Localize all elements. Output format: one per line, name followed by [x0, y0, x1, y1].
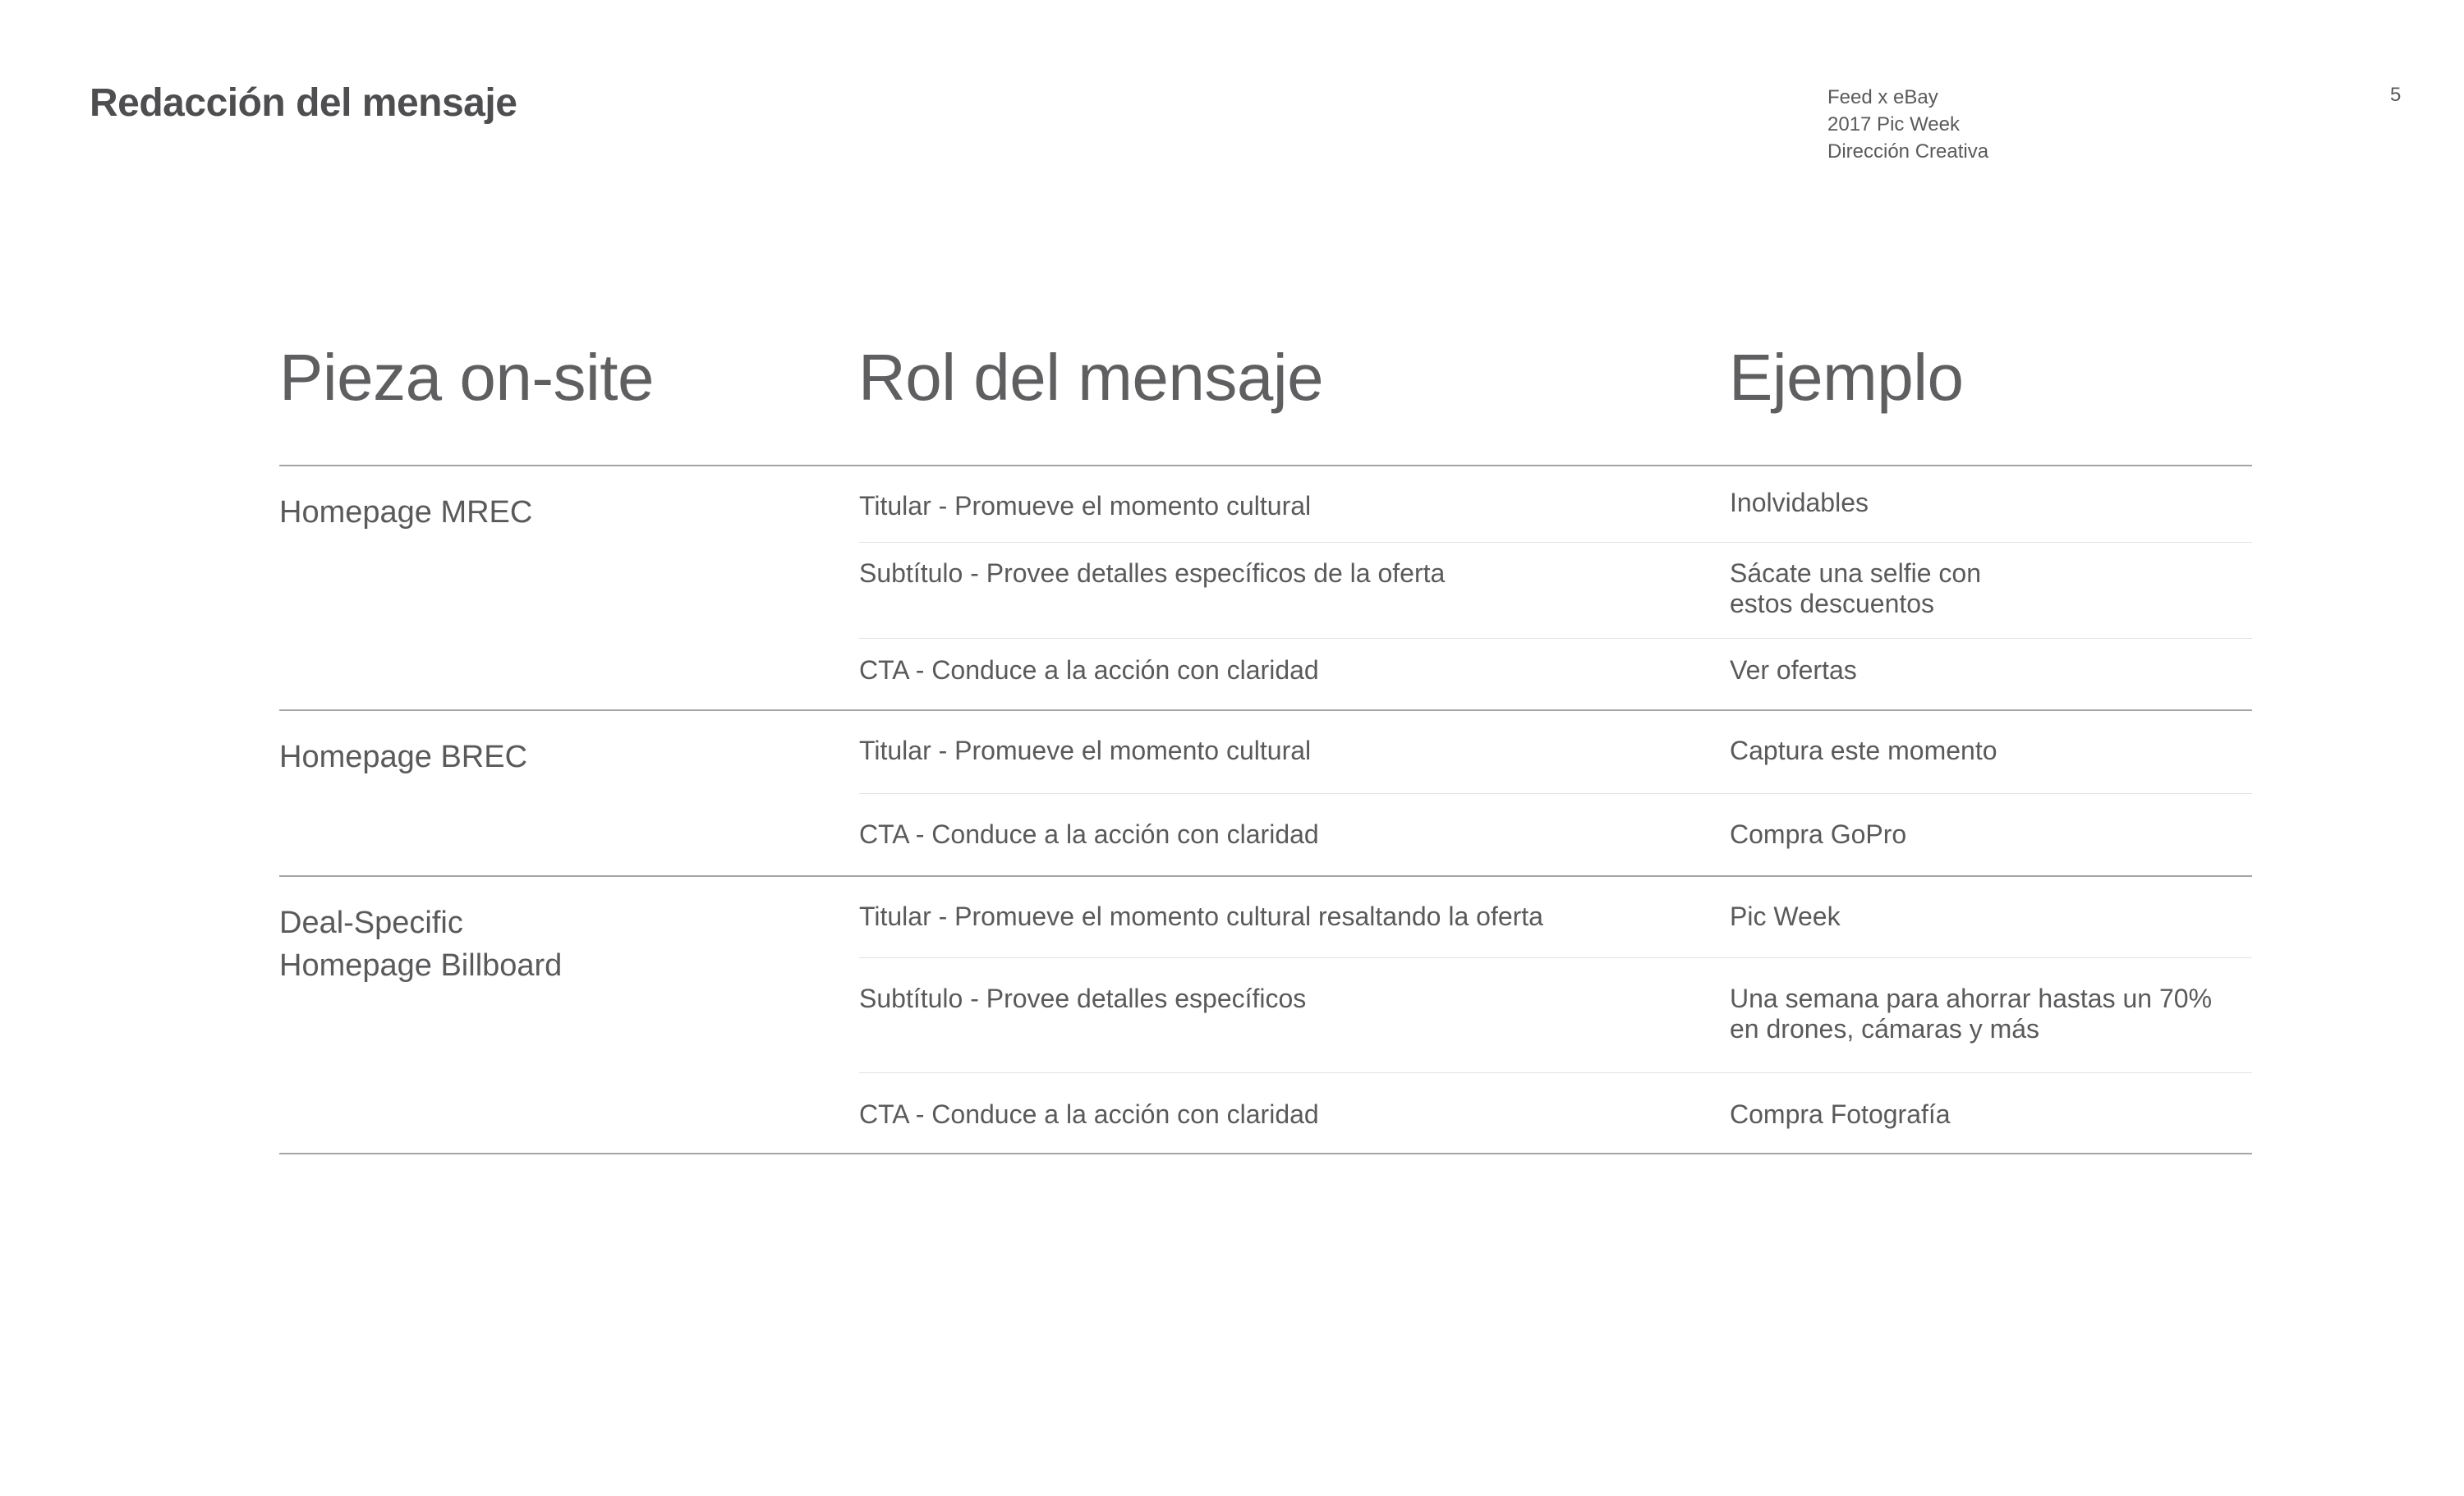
- table-header: [279, 328, 2252, 465]
- group-name-line: Deal-Specific: [279, 906, 463, 940]
- row-role: Titular - Promueve el momento cultural resaltando la oferta: [859, 902, 1543, 931]
- example-line: estos descuentos: [1730, 589, 1935, 618]
- document-meta: [1827, 84, 1988, 165]
- table-group-deal-specific-billboard: [279, 875, 2252, 1154]
- group-name: [279, 902, 562, 987]
- column-header-example: Ejemplo: [1729, 341, 1964, 414]
- row-example: [1730, 984, 2252, 1044]
- example-line: Compra Fotografía: [1730, 1099, 1951, 1129]
- table-group-homepage-mrec: [279, 465, 2252, 709]
- table-row: [859, 711, 2252, 793]
- table-row: [859, 877, 2252, 957]
- row-role: Titular - Promueve el momento cultural: [859, 491, 1312, 521]
- table-row: [859, 957, 2252, 1072]
- group-name: [279, 491, 532, 534]
- row-role: CTA - Conduce a la acción con claridad: [859, 1099, 1319, 1129]
- row-example: [1730, 488, 2252, 518]
- table-group-homepage-brec: [279, 709, 2252, 875]
- table-row: [859, 638, 2252, 709]
- row-example: [1730, 558, 2252, 619]
- meta-department: Dirección Creativa: [1827, 140, 1989, 163]
- example-line: Compra GoPro: [1730, 819, 1907, 849]
- row-role: CTA - Conduce a la acción con claridad: [859, 655, 1319, 685]
- row-example: [1730, 902, 2252, 932]
- message-table: [279, 328, 2252, 1154]
- row-role: CTA - Conduce a la acción con claridad: [859, 819, 1319, 849]
- example-line: Ver ofertas: [1730, 655, 1857, 685]
- group-name-line: Homepage BREC: [279, 740, 528, 774]
- page-number: 5: [2390, 84, 2402, 106]
- example-line: en drones, cámaras y más: [1730, 1014, 2040, 1044]
- page-title: Redacción del mensaje: [90, 81, 517, 125]
- example-line: Una semana para ahorrar hastas un 70%: [1730, 984, 2213, 1013]
- meta-client: Feed x eBay: [1827, 86, 1938, 108]
- column-header-piece: Pieza on-site: [279, 341, 654, 414]
- example-line: Inolvidables: [1730, 488, 1869, 517]
- table-row: [859, 542, 2252, 638]
- meta-campaign: 2017 Pic Week: [1827, 113, 1960, 135]
- row-role: Titular - Promueve el momento cultural: [859, 736, 1312, 765]
- example-line: Pic Week: [1730, 902, 1841, 931]
- row-role: Subtítulo - Provee detalles específicos de la oferta: [859, 558, 1446, 588]
- table-row: [859, 793, 2252, 875]
- group-name-line: Homepage MREC: [279, 495, 533, 530]
- group-name: [279, 736, 527, 778]
- table-row: [859, 1072, 2252, 1153]
- group-name-line: Homepage Billboard: [279, 948, 563, 983]
- row-example: [1730, 1099, 2252, 1130]
- example-line: Captura este momento: [1730, 736, 1997, 765]
- table-row: [859, 466, 2252, 542]
- row-example: [1730, 736, 2252, 766]
- row-example: [1730, 655, 2252, 686]
- column-header-role: Rol del mensaje: [858, 341, 1324, 414]
- example-line: Sácate una selfie con: [1730, 558, 1981, 588]
- row-role: Subtítulo - Provee detalles específicos: [859, 984, 1307, 1013]
- row-example: [1730, 819, 2252, 850]
